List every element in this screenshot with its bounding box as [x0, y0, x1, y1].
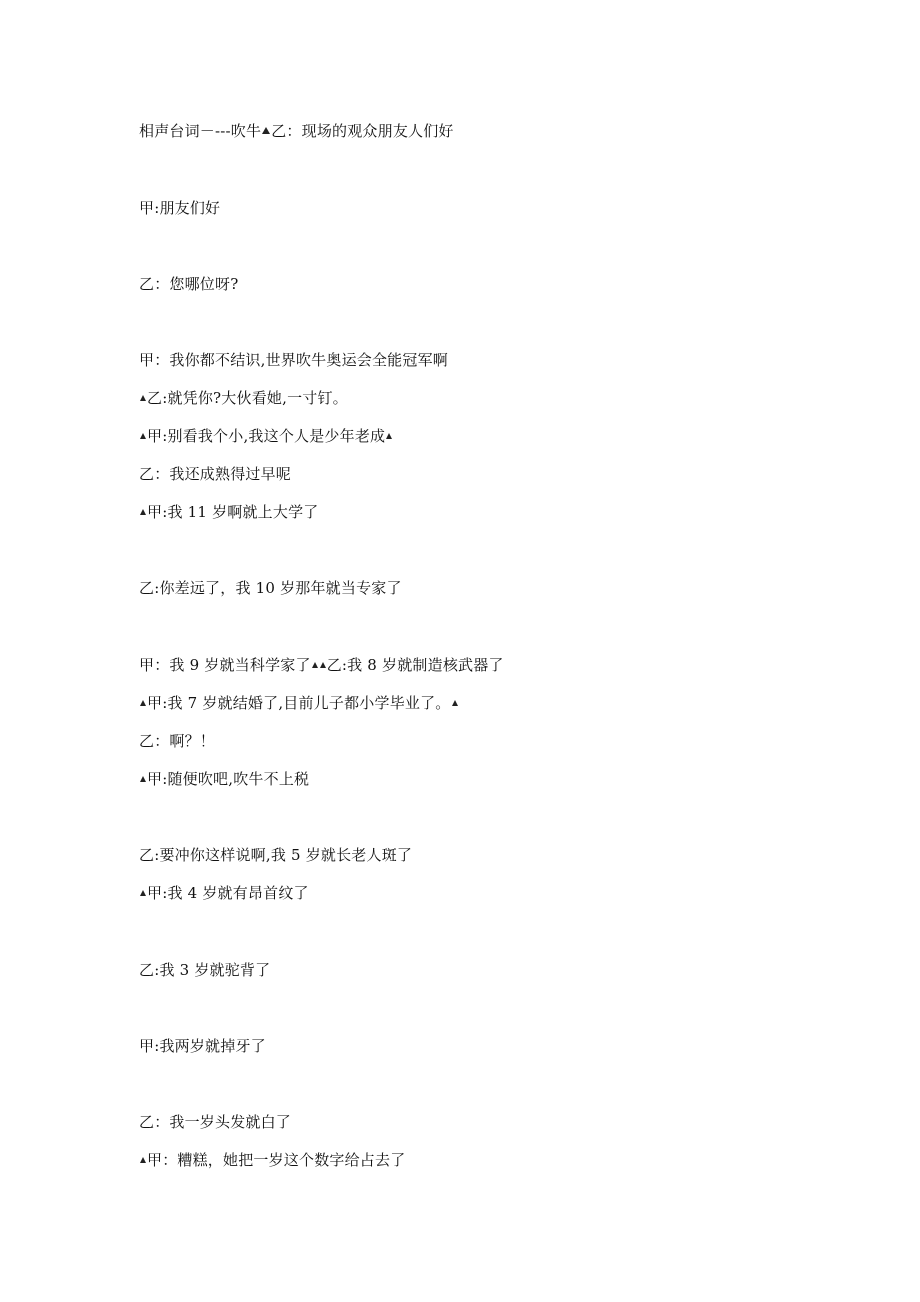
text-line: 乙：啊？！	[139, 732, 216, 750]
bullet-mark-icon	[140, 700, 146, 706]
text-segment: 甲:我 4 岁就有昂首纹了	[147, 884, 309, 902]
text-line: 甲：我你都不结识,世界吹牛奥运会全能冠军啊	[139, 351, 448, 369]
text-line	[139, 388, 348, 408]
text-line: 乙：您哪位呀?	[139, 275, 239, 293]
text-line: 乙:你差远了，我 10 岁那年就当专家了	[139, 579, 402, 597]
bullet-mark-icon	[140, 433, 146, 439]
text-segment: 甲:随便吹吧,吹牛不上税	[147, 770, 310, 788]
text-line	[139, 693, 459, 713]
text-segment: 相声台词－---吹牛	[139, 122, 262, 140]
bullet-mark-icon	[140, 890, 146, 896]
text-line	[139, 769, 309, 789]
text-line: 乙:我 3 岁就驼背了	[139, 961, 271, 979]
text-line	[139, 502, 318, 522]
bullet-mark-icon	[140, 395, 146, 401]
bullet-mark-icon	[140, 776, 146, 782]
text-segment: 甲:别看我个小,我这个人是少年老成	[147, 427, 386, 445]
text-segment: 乙:就凭你?大伙看她,一寸钉。	[147, 389, 348, 407]
text-segment: 甲：我 9 岁就当科学家了	[139, 656, 311, 674]
text-line: 乙：我一岁头发就白了	[139, 1113, 292, 1131]
text-line	[139, 1150, 405, 1170]
text-segment: 甲:我 7 岁就结婚了,目前儿子都小学毕业了。	[147, 694, 451, 712]
text-segment: 乙：现场的观众朋友人们好	[271, 122, 454, 140]
bullet-mark-icon	[312, 662, 318, 668]
text-line	[139, 655, 504, 675]
text-line: 甲:我两岁就掉牙了	[139, 1037, 266, 1055]
text-segment: 甲:我 11 岁啊就上大学了	[147, 503, 319, 521]
bullet-mark-icon	[386, 433, 392, 439]
bullet-mark-icon	[140, 509, 146, 515]
text-line: 乙：我还成熟得过早呢	[139, 465, 292, 483]
text-line	[139, 883, 309, 903]
text-line	[139, 426, 393, 446]
text-segment: 乙:我 8 岁就制造核武器了	[326, 656, 504, 674]
text-segment: 甲：糟糕，她把一岁这个数字给占去了	[147, 1151, 406, 1169]
bullet-mark-icon	[140, 1157, 146, 1163]
bullet-mark-icon	[262, 127, 270, 134]
text-line: 乙:要冲你这样说啊,我 5 岁就长老人斑了	[139, 846, 413, 864]
text-line	[139, 121, 454, 141]
text-line: 甲:朋友们好	[139, 199, 221, 217]
bullet-mark-icon	[452, 700, 458, 706]
bullet-mark-icon	[320, 662, 326, 668]
